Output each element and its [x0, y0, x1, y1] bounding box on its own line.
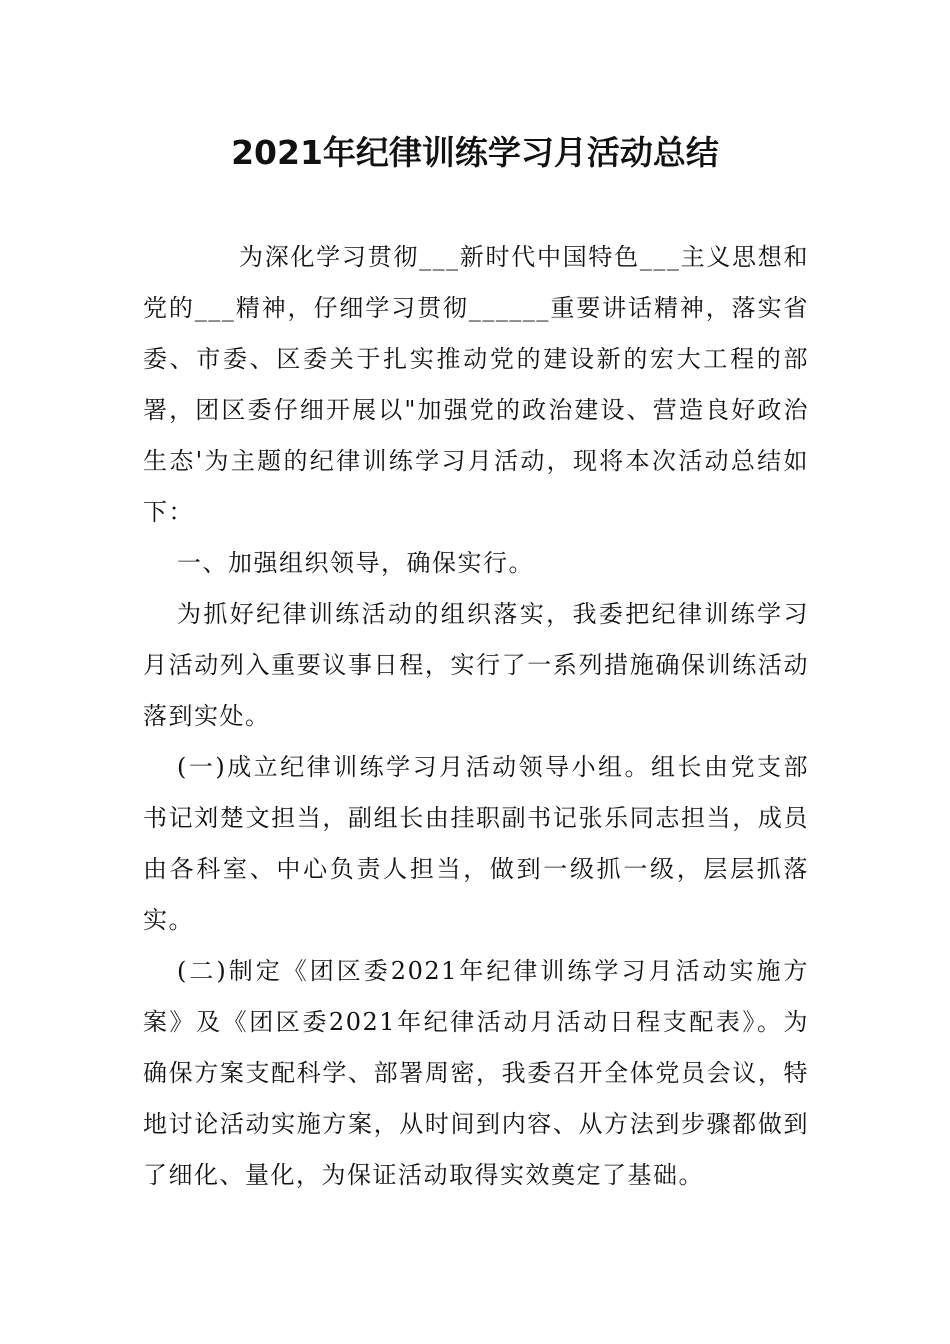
- section-heading-1: 一、加强组织领导，确保实行。: [177, 549, 534, 577]
- document-title: 2021年纪律训练学习月活动总结: [231, 133, 719, 172]
- document-body: [143, 232, 809, 1201]
- subsection-1-paragraph: (一)成立纪律训练学习月活动领导小组。组长由党支部书记刘楚文担当，副组长由挂职副书记张乐同志担当，成员由各科室、中心负责人担当，做到一级抓一级，层层抓落实。: [143, 753, 809, 934]
- section-1-paragraph: 为抓好纪律训练活动的组织落实，我委把纪律训练学习月活动列入重要议事日程，实行了一系列措施确保训练活动落到实处。: [143, 600, 809, 730]
- intro-paragraph: 为深化学习贯彻___新时代中国特色___主义思想和党的___精神，仔细学习贯彻______重要讲话精神，落实省委、市委、区委关于扎实推动党的建设新的宏大工程的部署，团区委仔细开展以"加强党的政治建设、营造良好政治生态'为主题的纪律训练学习月活动，现将本次活动总结如下：: [143, 243, 809, 526]
- subsection-2-paragraph: (二)制定《团区委2021年纪律训练学习月活动实施方案》及《团区委2021年纪律活动月活动日程支配表》。为确保方案支配科学、部署周密，我委召开全体党员会议，特地讨论活动实施方案，从时间到内容、从方法到步骤都做到了细化、量化，为保证活动取得实效奠定了基础。: [143, 957, 809, 1189]
